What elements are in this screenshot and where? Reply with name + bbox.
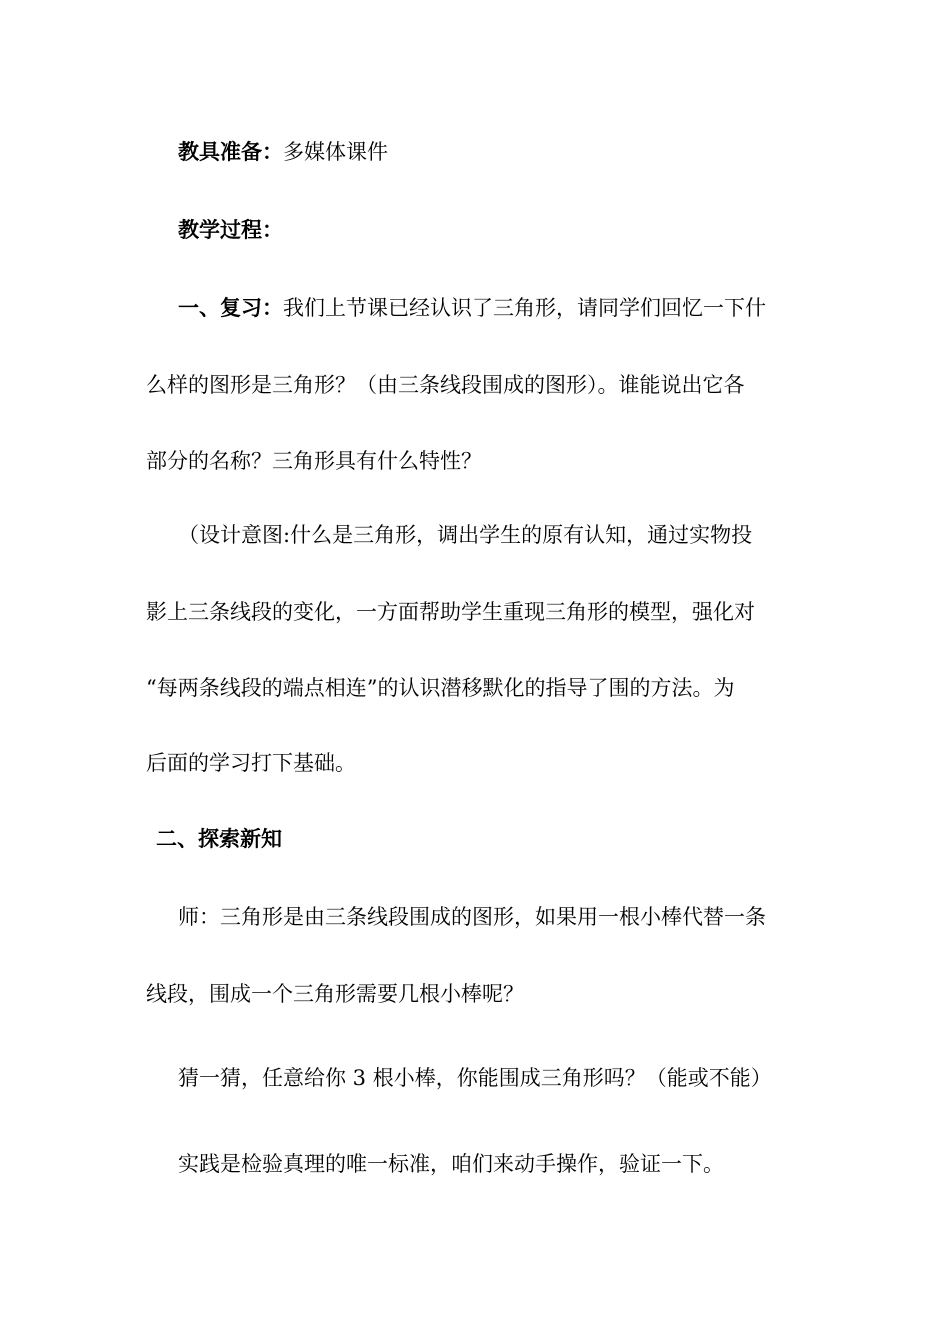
materials-label: 教具准备：	[178, 139, 283, 164]
review-text-1: 我们上节课已经认识了三角形，请同学们回忆一下什	[283, 296, 766, 320]
teacher-line-2: 线段，围成一个三角形需要几根小棒呢？	[146, 982, 524, 1006]
design-intent-line-4: 后面的学习打下基础。	[146, 751, 356, 775]
process-heading: 教学过程：	[178, 217, 283, 242]
design-intent-line-1: （设计意图:什么是三角形，调出学生的原有认知，通过实物投	[178, 523, 753, 547]
design-intent-line-2: 影上三条线段的变化，一方面帮助学生重现三角形的模型，强化对	[146, 600, 755, 624]
materials-line	[178, 139, 388, 165]
review-line-2: 么样的图形是三角形？（由三条线段围成的图形）。谁能说出它各	[146, 373, 745, 397]
review-heading: 一、复习：	[178, 295, 283, 320]
guess-line: 猜一猜，任意给你 3 根小棒，你能围成三角形吗？（能或不能）	[178, 1066, 772, 1090]
practice-line: 实践是检验真理的唯一标准，咱们来动手操作，验证一下。	[178, 1152, 724, 1176]
review-line-1	[178, 295, 766, 321]
design-intent-line-3: “每两条线段的端点相连”的认识潜移默化的指导了围的方法。为	[146, 676, 735, 700]
teacher-line-1: 师：三角形是由三条线段围成的图形，如果用一根小棒代替一条	[178, 905, 766, 929]
review-line-3: 部分的名称？三角形具有什么特性？	[146, 449, 482, 473]
explore-heading: 二、探索新知	[156, 826, 282, 851]
materials-value: 多媒体课件	[283, 140, 388, 164]
